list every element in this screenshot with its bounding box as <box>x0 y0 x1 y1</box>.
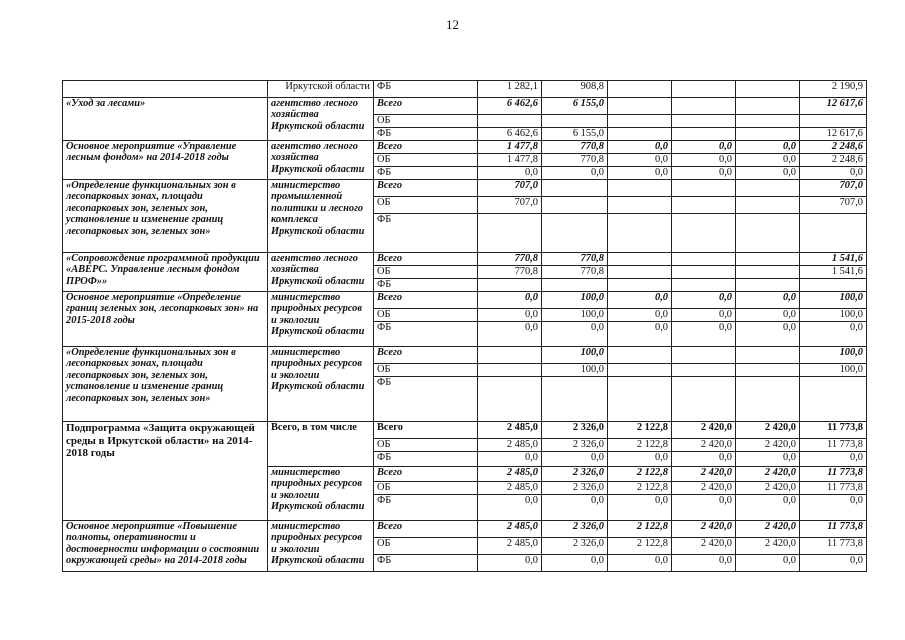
amount-cell: 0,0 <box>736 141 800 154</box>
amount-cell <box>608 115 672 128</box>
amount-cell: 2 485,0 <box>478 538 542 555</box>
funding-source-cell: ОБ <box>374 309 478 322</box>
amount-cell: 707,0 <box>478 197 542 214</box>
executor-cell: министерство природных ресурсов и экологии Иркутской области <box>268 347 374 422</box>
amount-cell: 11 773,8 <box>800 422 867 439</box>
amount-cell: 770,8 <box>542 253 608 266</box>
funding-source-cell: Всего <box>374 180 478 197</box>
amount-cell <box>736 253 800 266</box>
amount-cell: 0,0 <box>608 322 672 347</box>
amount-cell: 0,0 <box>672 322 736 347</box>
amount-cell <box>672 128 736 141</box>
amount-cell: 0,0 <box>736 167 800 180</box>
amount-cell <box>672 180 736 197</box>
amount-cell <box>800 377 867 422</box>
amount-cell: 0,0 <box>672 154 736 167</box>
funding-source-cell: ОБ <box>374 439 478 452</box>
activity-name-cell: Основное мероприятие «Определение границ зеленых зон, лесопарковых зон» на 2015-2018 годы <box>63 292 268 347</box>
amount-cell <box>672 197 736 214</box>
amount-cell: 0,0 <box>478 292 542 309</box>
amount-cell: 11 773,8 <box>800 467 867 482</box>
funding-source-cell: ФБ <box>374 167 478 180</box>
amount-cell: 2 326,0 <box>542 439 608 452</box>
amount-cell <box>542 377 608 422</box>
executor-cell: агентство лесного хозяйства Иркутской области <box>268 141 374 180</box>
amount-cell: 770,8 <box>478 253 542 266</box>
amount-cell <box>608 98 672 115</box>
amount-cell <box>608 377 672 422</box>
amount-cell <box>608 364 672 377</box>
funding-source-cell: Всего <box>374 467 478 482</box>
amount-cell: 2 420,0 <box>672 467 736 482</box>
amount-cell <box>542 115 608 128</box>
funding-source-cell: ОБ <box>374 482 478 495</box>
funding-source-cell: ФБ <box>374 214 478 253</box>
executor-cell: министерство промышленной политики и лесного комплекса Иркутской области <box>268 180 374 253</box>
amount-cell: 6 462,6 <box>478 98 542 115</box>
funding-source-cell: ФБ <box>374 377 478 422</box>
amount-cell: 2 485,0 <box>478 482 542 495</box>
amount-cell: 908,8 <box>542 81 608 98</box>
amount-cell: 2 420,0 <box>672 439 736 452</box>
amount-cell: 2 420,0 <box>736 482 800 495</box>
amount-cell: 0,0 <box>478 495 542 521</box>
amount-cell: 0,0 <box>672 309 736 322</box>
amount-cell <box>672 377 736 422</box>
amount-cell: 2 122,8 <box>608 422 672 439</box>
amount-cell: 2 420,0 <box>736 538 800 555</box>
amount-cell: 2 248,6 <box>800 141 867 154</box>
amount-cell <box>736 377 800 422</box>
amount-cell: 2 485,0 <box>478 467 542 482</box>
amount-cell: 2 420,0 <box>736 439 800 452</box>
amount-cell <box>672 347 736 364</box>
amount-cell: 100,0 <box>800 292 867 309</box>
amount-cell <box>478 364 542 377</box>
amount-cell: 100,0 <box>542 364 608 377</box>
amount-cell <box>736 128 800 141</box>
table-row <box>63 81 867 98</box>
amount-cell <box>736 180 800 197</box>
funding-source-cell: ОБ <box>374 197 478 214</box>
amount-cell: 2 420,0 <box>672 521 736 538</box>
amount-cell <box>736 279 800 292</box>
funding-source-cell: ОБ <box>374 154 478 167</box>
amount-cell <box>608 197 672 214</box>
executor-cell: министерство природных ресурсов и экологии Иркутской области <box>268 467 374 521</box>
funding-source-cell: ФБ <box>374 128 478 141</box>
amount-cell: 2 122,8 <box>608 439 672 452</box>
funding-source-cell: ФБ <box>374 452 478 467</box>
amount-cell: 0,0 <box>478 167 542 180</box>
amount-cell: 770,8 <box>542 266 608 279</box>
table-row <box>63 253 867 266</box>
amount-cell: 100,0 <box>800 347 867 364</box>
amount-cell: 11 773,8 <box>800 521 867 538</box>
amount-cell: 707,0 <box>800 197 867 214</box>
amount-cell <box>672 253 736 266</box>
amount-cell <box>672 279 736 292</box>
amount-cell: 11 773,8 <box>800 482 867 495</box>
amount-cell <box>608 180 672 197</box>
amount-cell: 6 155,0 <box>542 98 608 115</box>
amount-cell: 0,0 <box>542 495 608 521</box>
amount-cell: 0,0 <box>608 555 672 572</box>
funding-source-cell: Всего <box>374 292 478 309</box>
amount-cell: 770,8 <box>542 141 608 154</box>
amount-cell: 0,0 <box>542 322 608 347</box>
amount-cell: 0,0 <box>736 154 800 167</box>
funding-source-cell: Всего <box>374 347 478 364</box>
amount-cell <box>478 347 542 364</box>
amount-cell: 100,0 <box>542 292 608 309</box>
amount-cell: 0,0 <box>800 452 867 467</box>
executor-cell: Иркутской области <box>268 81 374 98</box>
executor-cell: агентство лесного хозяйства Иркутской области <box>268 98 374 141</box>
amount-cell: 2 122,8 <box>608 467 672 482</box>
amount-cell: 0,0 <box>478 555 542 572</box>
amount-cell <box>736 214 800 253</box>
amount-cell: 12 617,6 <box>800 128 867 141</box>
amount-cell <box>736 81 800 98</box>
amount-cell <box>478 377 542 422</box>
amount-cell <box>608 81 672 98</box>
amount-cell: 0,0 <box>478 309 542 322</box>
activity-name-cell: «Сопровождение программной продукции «АВЕРС. Управление лесным фондом ПРОФ»» <box>63 253 268 292</box>
funding-source-cell: Всего <box>374 141 478 154</box>
amount-cell: 2 326,0 <box>542 467 608 482</box>
activity-name-cell: Основное мероприятие «Повышение полноты, оперативности и достоверности информации о состоянии окружающей среды» на 2014-2018 годы <box>63 521 268 572</box>
funding-source-cell: ФБ <box>374 555 478 572</box>
amount-cell: 2 420,0 <box>736 521 800 538</box>
amount-cell: 6 462,6 <box>478 128 542 141</box>
amount-cell <box>672 98 736 115</box>
funding-source-cell: ФБ <box>374 81 478 98</box>
amount-cell: 12 617,6 <box>800 98 867 115</box>
amount-cell <box>672 266 736 279</box>
amount-cell: 770,8 <box>478 266 542 279</box>
executor-cell: Всего, в том числе <box>268 422 374 467</box>
activity-name-cell: «Уход за лесами» <box>63 98 268 141</box>
amount-cell: 0,0 <box>478 322 542 347</box>
amount-cell: 0,0 <box>672 452 736 467</box>
table-row <box>63 521 867 538</box>
amount-cell: 1 541,6 <box>800 266 867 279</box>
budget-table <box>62 80 867 572</box>
amount-cell <box>478 115 542 128</box>
amount-cell <box>672 364 736 377</box>
amount-cell: 2 190,9 <box>800 81 867 98</box>
amount-cell: 0,0 <box>542 555 608 572</box>
amount-cell <box>672 81 736 98</box>
amount-cell <box>736 197 800 214</box>
amount-cell <box>800 115 867 128</box>
funding-source-cell: ОБ <box>374 364 478 377</box>
amount-cell: 1 477,8 <box>478 141 542 154</box>
funding-source-cell: Всего <box>374 521 478 538</box>
amount-cell <box>608 279 672 292</box>
amount-cell: 2 485,0 <box>478 521 542 538</box>
amount-cell: 100,0 <box>542 309 608 322</box>
amount-cell <box>608 253 672 266</box>
amount-cell: 1 541,6 <box>800 253 867 266</box>
amount-cell <box>736 115 800 128</box>
amount-cell: 0,0 <box>608 495 672 521</box>
amount-cell: 0,0 <box>542 452 608 467</box>
amount-cell: 0,0 <box>608 141 672 154</box>
table-row <box>63 180 867 197</box>
funding-source-cell: ОБ <box>374 538 478 555</box>
amount-cell: 2 326,0 <box>542 538 608 555</box>
amount-cell: 2 248,6 <box>800 154 867 167</box>
amount-cell: 2 122,8 <box>608 521 672 538</box>
activity-name-cell <box>63 81 268 98</box>
page-number: 12 <box>446 17 459 32</box>
activity-name-cell: «Определение функциональных зон в лесопарковых зонах, площади лесопарковых зон, зеленых зон, установление и изменение границ лесопарковых зон, зеленых зон» <box>63 347 268 422</box>
amount-cell: 0,0 <box>736 292 800 309</box>
amount-cell: 2 420,0 <box>736 467 800 482</box>
funding-source-cell: ФБ <box>374 279 478 292</box>
executor-cell: агентство лесного хозяйства Иркутской области <box>268 253 374 292</box>
table-row <box>63 98 867 115</box>
amount-cell: 0,0 <box>736 322 800 347</box>
amount-cell: 2 122,8 <box>608 538 672 555</box>
amount-cell <box>736 347 800 364</box>
amount-cell: 0,0 <box>800 167 867 180</box>
amount-cell: 2 420,0 <box>672 538 736 555</box>
amount-cell <box>478 214 542 253</box>
table-row <box>63 292 867 309</box>
amount-cell <box>542 214 608 253</box>
amount-cell: 0,0 <box>672 167 736 180</box>
amount-cell: 0,0 <box>542 167 608 180</box>
amount-cell: 0,0 <box>672 292 736 309</box>
amount-cell: 0,0 <box>800 555 867 572</box>
amount-cell <box>736 364 800 377</box>
amount-cell: 0,0 <box>608 292 672 309</box>
amount-cell: 0,0 <box>672 555 736 572</box>
amount-cell: 6 155,0 <box>542 128 608 141</box>
amount-cell: 100,0 <box>542 347 608 364</box>
amount-cell <box>800 214 867 253</box>
amount-cell: 0,0 <box>736 495 800 521</box>
amount-cell: 2 122,8 <box>608 482 672 495</box>
amount-cell: 100,0 <box>800 309 867 322</box>
executor-cell: министерство природных ресурсов и экологии Иркутской области <box>268 292 374 347</box>
amount-cell: 707,0 <box>800 180 867 197</box>
amount-cell: 0,0 <box>608 309 672 322</box>
amount-cell <box>736 98 800 115</box>
amount-cell: 2 326,0 <box>542 521 608 538</box>
amount-cell: 2 326,0 <box>542 482 608 495</box>
amount-cell <box>542 279 608 292</box>
amount-cell: 0,0 <box>608 154 672 167</box>
table-row <box>63 141 867 154</box>
amount-cell: 2 326,0 <box>542 422 608 439</box>
table-row <box>63 347 867 364</box>
amount-cell: 0,0 <box>736 452 800 467</box>
amount-cell: 2 420,0 <box>672 482 736 495</box>
amount-cell: 2 485,0 <box>478 422 542 439</box>
amount-cell: 707,0 <box>478 180 542 197</box>
amount-cell: 0,0 <box>478 452 542 467</box>
amount-cell <box>478 279 542 292</box>
amount-cell <box>800 279 867 292</box>
amount-cell: 1 282,1 <box>478 81 542 98</box>
amount-cell: 100,0 <box>800 364 867 377</box>
amount-cell: 770,8 <box>542 154 608 167</box>
amount-cell: 0,0 <box>800 495 867 521</box>
amount-cell: 1 477,8 <box>478 154 542 167</box>
amount-cell: 0,0 <box>608 167 672 180</box>
amount-cell <box>542 180 608 197</box>
amount-cell: 0,0 <box>736 309 800 322</box>
amount-cell: 0,0 <box>672 495 736 521</box>
amount-cell <box>608 214 672 253</box>
amount-cell: 0,0 <box>736 555 800 572</box>
activity-name-cell: Подпрограмма «Защита окружающей среды в Иркутской области» на 2014-2018 годы <box>63 422 268 521</box>
funding-source-cell: Всего <box>374 253 478 266</box>
amount-cell <box>608 128 672 141</box>
amount-cell: 0,0 <box>608 452 672 467</box>
amount-cell: 0,0 <box>672 141 736 154</box>
activity-name-cell: «Определение функциональных зон в лесопарковых зонах, площади лесопарковых зон, зеленых зон, установление и изменение границ лесопарковых зон, зеленых зон» <box>63 180 268 253</box>
amount-cell: 0,0 <box>800 322 867 347</box>
executor-cell: министерство природных ресурсов и экологии Иркутской области <box>268 521 374 572</box>
amount-cell <box>672 214 736 253</box>
amount-cell <box>608 347 672 364</box>
amount-cell: 2 420,0 <box>672 422 736 439</box>
funding-source-cell: ФБ <box>374 322 478 347</box>
amount-cell: 11 773,8 <box>800 439 867 452</box>
funding-source-cell: ОБ <box>374 266 478 279</box>
activity-name-cell: Основное мероприятие «Управление лесным фондом» на 2014-2018 годы <box>63 141 268 180</box>
amount-cell: 2 420,0 <box>736 422 800 439</box>
funding-source-cell: ФБ <box>374 495 478 521</box>
amount-cell <box>608 266 672 279</box>
amount-cell <box>672 115 736 128</box>
table-row <box>63 422 867 439</box>
amount-cell <box>542 197 608 214</box>
amount-cell: 2 485,0 <box>478 439 542 452</box>
funding-source-cell: Всего <box>374 422 478 439</box>
funding-source-cell: ОБ <box>374 115 478 128</box>
funding-source-cell: Всего <box>374 98 478 115</box>
amount-cell <box>736 266 800 279</box>
amount-cell: 11 773,8 <box>800 538 867 555</box>
